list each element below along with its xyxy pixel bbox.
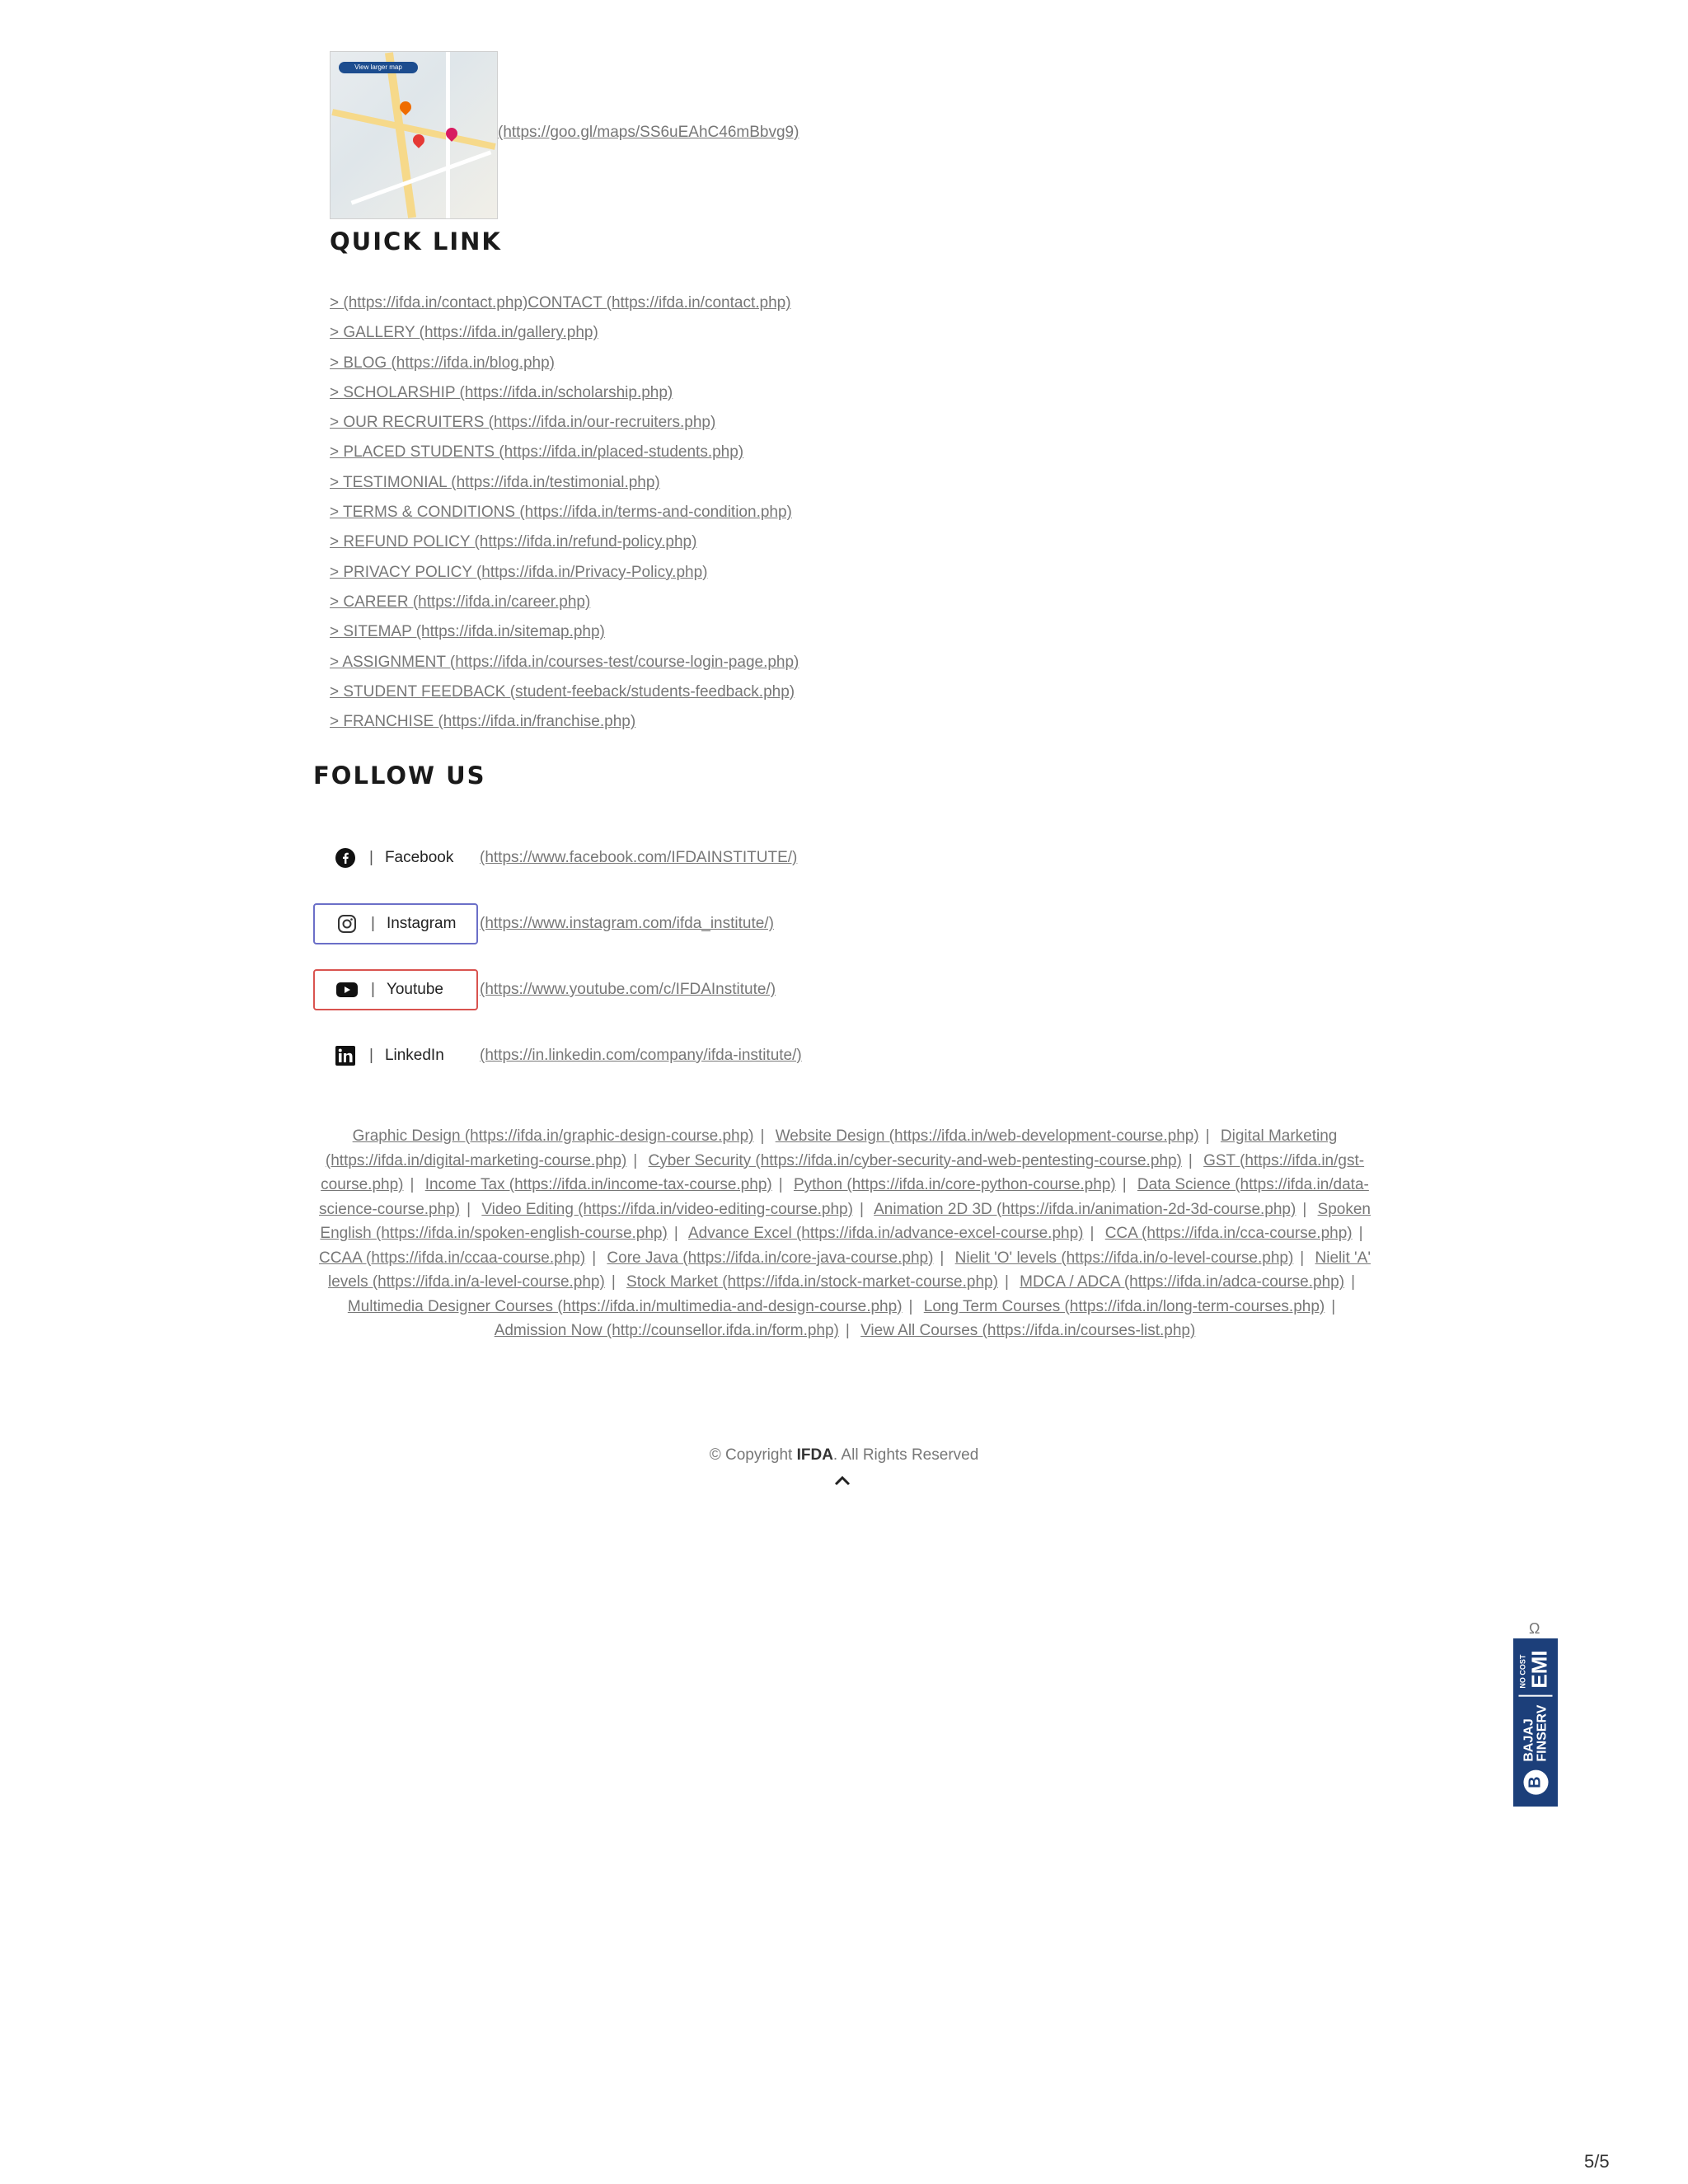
course-link[interactable]: CCAA (https://ifda.in/ccaa-course.php)	[319, 1249, 586, 1267]
page-number: 5/5	[1584, 2151, 1610, 2172]
separator: |	[633, 1151, 638, 1169]
quick-link-recruiters[interactable]: > OUR RECRUITERS (https://ifda.in/our-recruiters.php)	[330, 414, 716, 432]
list-item	[330, 323, 799, 353]
brand-line2: FINSERV	[1535, 1704, 1549, 1762]
emi-label: EMI	[1526, 1650, 1552, 1689]
separator: |	[371, 915, 375, 932]
facebook-button[interactable]	[313, 837, 478, 879]
separator: |	[845, 1322, 850, 1339]
bajaj-logo-icon: B	[1523, 1770, 1548, 1795]
separator: |	[940, 1249, 945, 1267]
course-link[interactable]: Data Science (https://ifda.in/data-science-course.php)	[319, 1176, 1369, 1218]
separator: |	[1205, 1127, 1210, 1145]
facebook-icon	[333, 848, 358, 868]
separator: |	[760, 1127, 765, 1145]
separator: |	[592, 1249, 597, 1267]
quick-link-career[interactable]: > CAREER (https://ifda.in/career.php)	[330, 593, 591, 611]
quick-link-blog[interactable]: > BLOG (https://ifda.in/blog.php)	[330, 354, 556, 372]
course-link[interactable]: GST (https://ifda.in/gst-course.php)	[321, 1151, 1365, 1193]
list-item	[330, 383, 799, 413]
separator: |	[371, 981, 375, 998]
instagram-url-link[interactable]: (https://www.instagram.com/ifda_institute/)	[480, 915, 774, 932]
close-icon[interactable]: Ω	[1529, 1620, 1540, 1637]
linkedin-url-link[interactable]: (https://in.linkedin.com/company/ifda-institute/)	[480, 1047, 802, 1064]
quick-link-testimonial[interactable]: > TESTIMONIAL (https://ifda.in/testimonial.php)	[330, 473, 660, 491]
course-link[interactable]: CCA (https://ifda.in/cca-course.php)	[1104, 1225, 1353, 1242]
view-all-courses-link[interactable]: View All Courses (https://ifda.in/courses-list.php)	[860, 1322, 1196, 1339]
no-cost-label: NO COST	[1518, 1654, 1527, 1689]
separator: |	[859, 1200, 864, 1218]
course-link[interactable]: Stock Market (https://ifda.in/stock-market-course.php)	[626, 1273, 998, 1291]
bajaj-emi-badge[interactable]	[1513, 1638, 1558, 1807]
copyright-suffix: . All Rights Reserved	[832, 1446, 979, 1464]
facebook-label: Facebook	[384, 849, 454, 866]
course-link[interactable]: MDCA / ADCA (https://ifda.in/adca-course.php)	[1020, 1273, 1345, 1291]
course-link[interactable]: Python (https://ifda.in/core-python-course.php)	[793, 1176, 1116, 1193]
follow-us-heading: FOLLOW US	[313, 762, 486, 790]
quick-link-student-feedback[interactable]: > STUDENT FEEDBACK (student-feeback/students-feedback.php)	[330, 682, 795, 701]
linkedin-label: LinkedIn	[384, 1047, 444, 1064]
separator: |	[1188, 1151, 1193, 1169]
facebook-url-link[interactable]: (https://www.facebook.com/IFDAINSTITUTE/)	[480, 849, 798, 866]
separator: |	[611, 1273, 616, 1291]
separator: |	[1351, 1273, 1355, 1291]
list-item	[330, 443, 799, 472]
quick-link-refund[interactable]: > REFUND POLICY (https://ifda.in/refund-policy.php)	[330, 533, 697, 551]
separator: |	[369, 849, 373, 866]
youtube-url-link[interactable]: (https://www.youtube.com/c/IFDAInstitute/)	[480, 981, 776, 998]
course-link[interactable]: Graphic Design (https://ifda.in/graphic-design-course.php)	[352, 1127, 754, 1145]
map-thumbnail[interactable]	[330, 51, 498, 219]
quick-link-scholarship[interactable]: > SCHOLARSHIP (https://ifda.in/scholarship.php)	[330, 383, 673, 401]
separator: |	[410, 1176, 415, 1193]
quick-link-sitemap[interactable]: > SITEMAP (https://ifda.in/sitemap.php)	[330, 623, 605, 641]
course-link[interactable]: Advance Excel (https://ifda.in/advance-excel-course.php)	[688, 1225, 1084, 1242]
separator: |	[1302, 1200, 1307, 1218]
quick-link-list	[330, 293, 799, 742]
course-link[interactable]: Long Term Courses (https://ifda.in/long-term-courses.php)	[923, 1297, 1325, 1315]
course-link[interactable]: Digital Marketing (https://ifda.in/digital-marketing-course.php)	[325, 1127, 1338, 1169]
separator: |	[467, 1200, 471, 1218]
course-link[interactable]: Website Design (https://ifda.in/web-development-course.php)	[775, 1127, 1199, 1145]
courses-links	[313, 1124, 1376, 1343]
course-link[interactable]: Nielit 'O' levels (https://ifda.in/o-level-course.php)	[954, 1249, 1294, 1267]
quick-link-terms[interactable]: > TERMS & CONDITIONS (https://ifda.in/terms-and-condition.php)	[330, 504, 792, 522]
course-link[interactable]: Animation 2D 3D (https://ifda.in/animation-2d-3d-course.php)	[874, 1200, 1296, 1218]
course-link[interactable]: Nielit 'A' levels (https://ifda.in/a-level-course.php)	[328, 1249, 1371, 1291]
admission-now-link[interactable]: Admission Now (http://counsellor.ifda.in/form.php)	[494, 1322, 839, 1339]
list-item	[330, 503, 799, 532]
instagram-icon	[335, 914, 359, 934]
copyright-text	[0, 1446, 1688, 1465]
separator: |	[778, 1176, 783, 1193]
list-item	[330, 354, 799, 383]
youtube-icon	[335, 982, 359, 998]
linkedin-button[interactable]	[313, 1035, 478, 1076]
separator: |	[1004, 1273, 1009, 1291]
list-item	[330, 622, 799, 652]
separator: |	[1090, 1225, 1095, 1242]
separator: |	[1300, 1249, 1305, 1267]
course-link[interactable]: Income Tax (https://ifda.in/income-tax-course.php)	[424, 1176, 772, 1193]
course-link[interactable]: Multimedia Designer Courses (https://ifda.in/multimedia-and-design-course.php)	[347, 1297, 903, 1315]
list-item	[330, 712, 799, 742]
separator: |	[1358, 1225, 1363, 1242]
linkedin-icon	[333, 1046, 358, 1066]
map-link[interactable]: (https://goo.gl/maps/SS6uEAhC46mBbvg9)	[498, 124, 799, 141]
list-item	[330, 593, 799, 622]
list-item	[330, 682, 799, 712]
instagram-label: Instagram	[386, 915, 457, 932]
view-larger-map-chip[interactable]: View larger map	[339, 62, 418, 73]
copyright-prefix: © Copyright	[709, 1446, 797, 1464]
list-item	[330, 653, 799, 682]
youtube-label: Youtube	[386, 981, 443, 998]
quick-link-privacy[interactable]: > PRIVACY POLICY (https://ifda.in/Privacy-Policy.php)	[330, 563, 708, 581]
instagram-button[interactable]	[313, 903, 478, 944]
quick-link-heading: QUICK LINK	[330, 227, 502, 255]
course-link[interactable]: Video Editing (https://ifda.in/video-editing-course.php)	[481, 1200, 853, 1218]
list-item	[330, 413, 799, 443]
quick-link-placed-students[interactable]: > PLACED STUDENTS (https://ifda.in/placed-students.php)	[330, 443, 744, 462]
separator: |	[908, 1297, 913, 1315]
list-item	[330, 532, 799, 562]
chevron-up-icon	[834, 1474, 851, 1490]
course-link[interactable]: Spoken English (https://ifda.in/spoken-english-course.php)	[320, 1200, 1371, 1242]
list-item	[330, 563, 799, 593]
quick-link-gallery[interactable]: > GALLERY (https://ifda.in/gallery.php)	[330, 324, 598, 342]
list-item	[330, 473, 799, 503]
course-link[interactable]: Core Java (https://ifda.in/core-java-course.php)	[607, 1249, 934, 1267]
brand-line1: BAJAJ	[1522, 1718, 1536, 1762]
youtube-button[interactable]	[313, 969, 478, 1010]
copyright-brand: IFDA	[796, 1446, 833, 1464]
separator: |	[369, 1047, 373, 1064]
course-link[interactable]: Cyber Security (https://ifda.in/cyber-security-and-web-pentesting-course.php)	[648, 1151, 1182, 1169]
quick-link-contact[interactable]: > (https://ifda.in/contact.php)CONTACT (https://ifda.in/contact.php)	[330, 294, 791, 312]
quick-link-assignment[interactable]: > ASSIGNMENT (https://ifda.in/courses-test/course-login-page.php)	[330, 653, 799, 671]
back-to-top-button[interactable]	[830, 1472, 855, 1492]
quick-link-franchise[interactable]: > FRANCHISE (https://ifda.in/franchise.php)	[330, 713, 636, 731]
list-item	[330, 293, 799, 323]
separator: |	[1122, 1176, 1127, 1193]
separator: |	[673, 1225, 678, 1242]
separator: |	[1331, 1297, 1336, 1315]
